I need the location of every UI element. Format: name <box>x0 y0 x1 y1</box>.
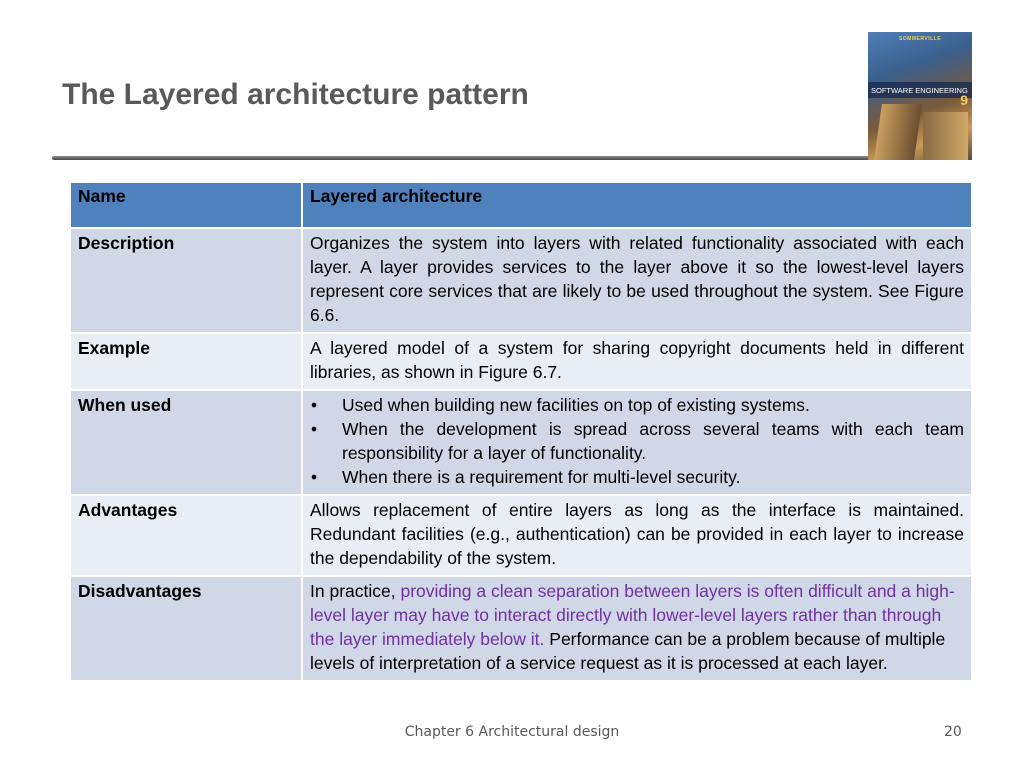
pattern-table <box>69 181 973 682</box>
row-label-advantages: Advantages <box>70 495 302 576</box>
title-divider <box>52 156 872 160</box>
table-row-advantages <box>70 495 972 576</box>
when-used-list <box>310 393 964 489</box>
disadvantages-text-end: Performance can be a problem because of multiple levels of interpretation of a service request as it is processed at each layer. <box>310 629 946 673</box>
header-value-cell: Layered architecture <box>302 182 972 228</box>
table-row-disadvantages <box>70 576 972 681</box>
row-text-advantages: Allows replacement of entire layers as long as the interface is maintained. Redundant facilities (e.g., authentication) can be provided in each layer to increase the dependability of the system. <box>302 495 972 576</box>
list-item: • When the development is spread across several teams with each team responsibility for a layer of functionality. <box>310 417 964 465</box>
row-label-when-used: When used <box>70 390 302 495</box>
slide-footer: Chapter 6 Architectural design <box>404 724 620 740</box>
page-number: 20 <box>944 724 962 740</box>
table-row-when-used <box>70 390 972 495</box>
book-cover-publisher: SOMMERVILLE <box>898 36 942 42</box>
row-text-example: A layered model of a system for sharing copyright documents held in different libraries, as shown in Figure 6.7. <box>302 333 972 390</box>
row-text-disadvantages <box>302 576 972 681</box>
row-text-description: Organizes the system into layers with related functionality associated with each layer. A layer provides services to the layer above it so the lowest-level layers represent core services that are likely to be used throughout the system. See Figure 6.6. <box>302 228 972 333</box>
list-item: • When there is a requirement for multi-level security. <box>310 465 964 489</box>
slide-title: The Layered architecture pattern <box>62 78 529 111</box>
disadvantages-highlighted-text: providing a clean separation between layers is often difficult and a high-level layer may have to interact directly with lower-level layers rather than through the layer immediately below it. <box>310 581 955 649</box>
row-label-example: Example <box>70 333 302 390</box>
table-header-row <box>70 182 972 228</box>
row-label-description: Description <box>70 228 302 333</box>
book-cover-title: SOFTWARE ENGINEERING <box>871 86 968 95</box>
header-name-cell: Name <box>70 182 302 228</box>
book-cover-building-shape <box>874 104 922 160</box>
disadvantages-text-start: In practice, <box>310 581 401 601</box>
row-content-when-used <box>302 390 972 495</box>
book-cover-building-shape <box>923 112 968 160</box>
row-label-disadvantages: Disadvantages <box>70 576 302 681</box>
table-row-example <box>70 333 972 390</box>
table-row-description <box>70 228 972 333</box>
list-item: • Used when building new facilities on top of existing systems. <box>310 393 964 417</box>
book-cover-image <box>868 32 972 160</box>
book-cover-edition: 9 <box>960 92 968 108</box>
